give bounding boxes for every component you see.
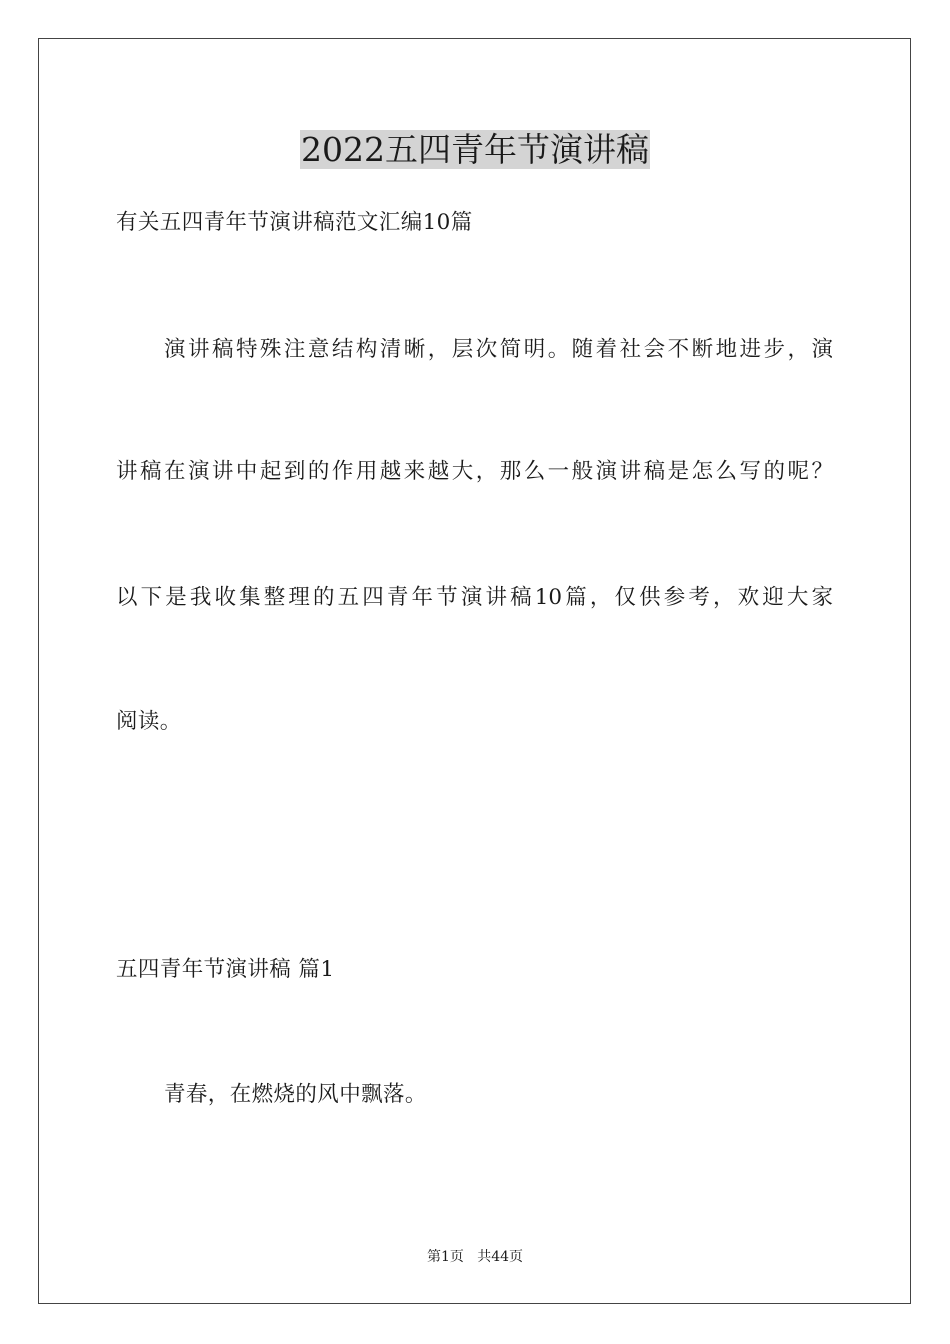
intro-line-4: 阅读。 xyxy=(116,709,182,734)
document-title-text: 2022五四青年节演讲稿 xyxy=(301,130,649,169)
section-heading: 五四青年节演讲稿 篇1 xyxy=(116,957,335,982)
section-first-line: 青春，在燃烧的风中飘落。 xyxy=(164,1082,427,1107)
intro-line-2: 讲稿在演讲中起到的作用越来越大，那么一般演讲稿是怎么写的呢？ xyxy=(116,459,833,484)
document-subtitle: 有关五四青年节演讲稿范文汇编10篇 xyxy=(116,210,473,235)
page-number-footer: 第1页 共44页 xyxy=(426,1249,524,1265)
intro-line-1: 演讲稿特殊注意结构清晰，层次简明。随着社会不断地进步，演 xyxy=(164,337,833,362)
document-title xyxy=(0,128,950,172)
intro-line-3: 以下是我收集整理的五四青年节演讲稿10篇，仅供参考，欢迎大家 xyxy=(116,585,833,610)
